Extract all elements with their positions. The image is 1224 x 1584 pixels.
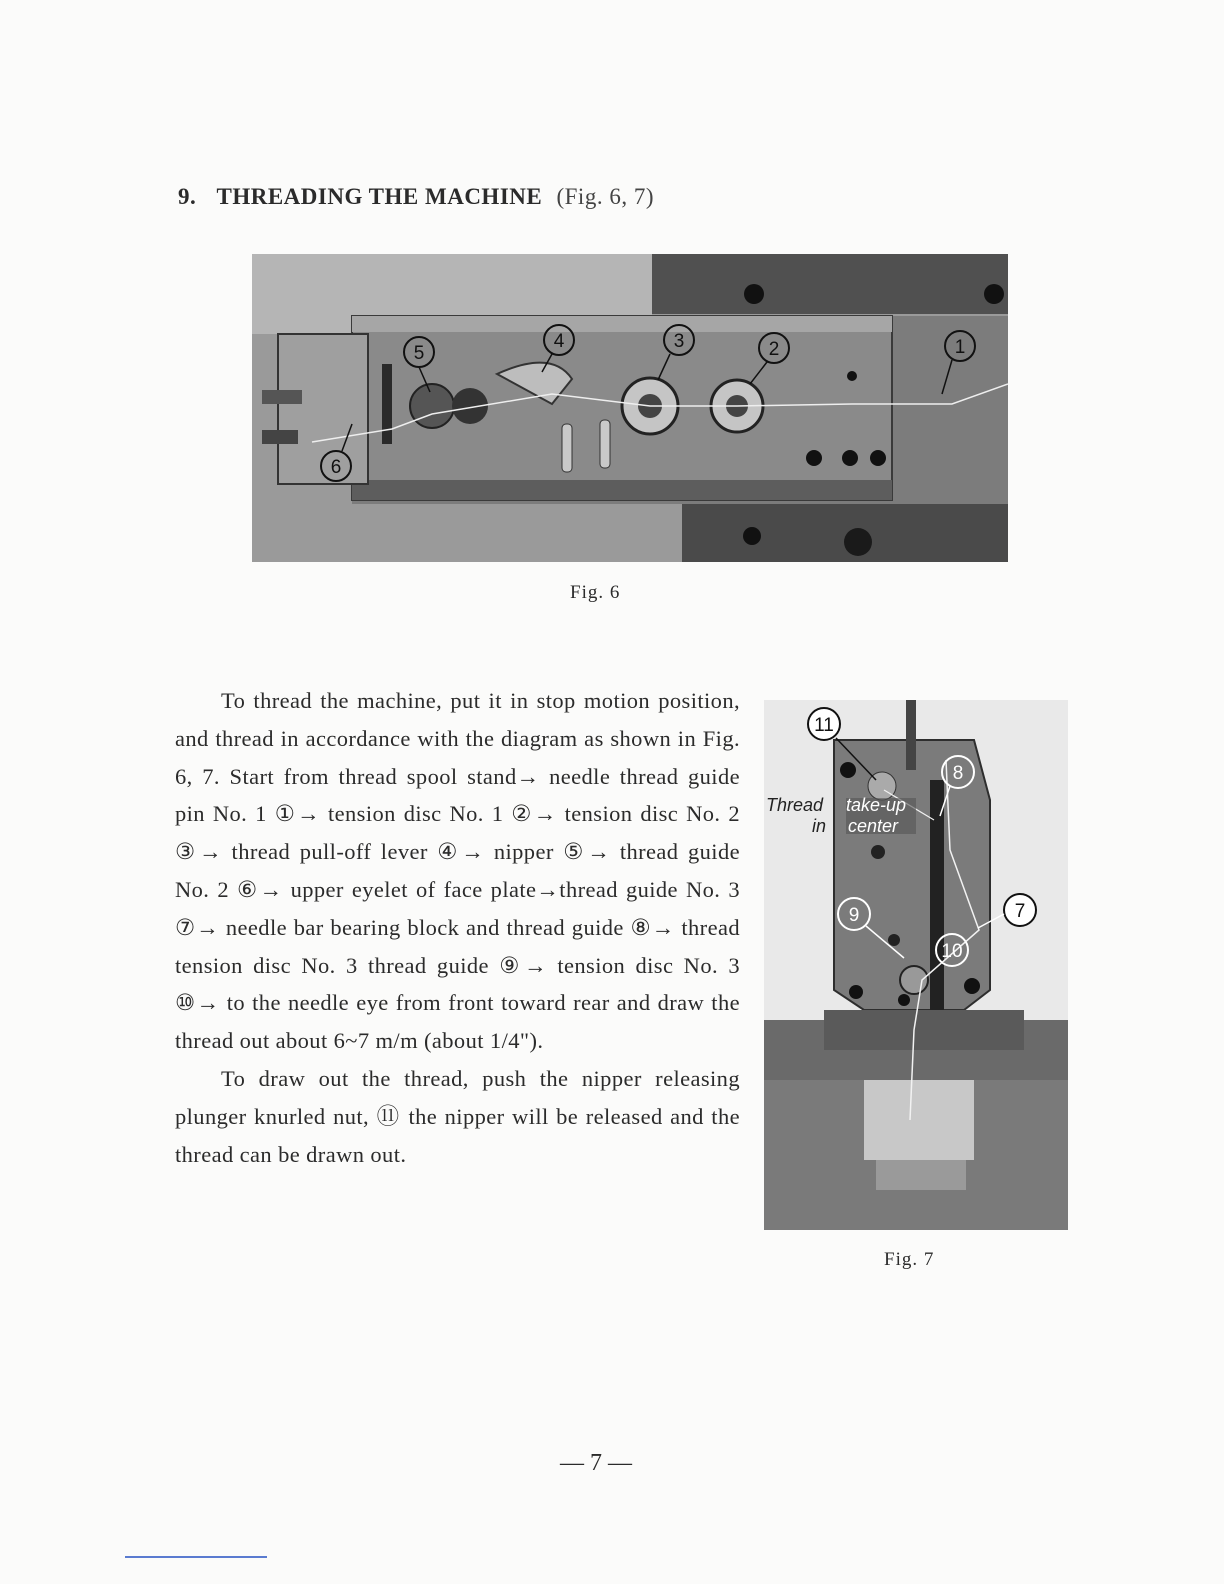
section-heading [178, 184, 654, 210]
annotation-in: in [812, 816, 827, 836]
paragraph-2: To draw out the thread, push the nipper releasing plunger knurled nut, ⑪ the nipper will be released and the thread can be drawn out. [175, 1065, 740, 1167]
section-title: THREADING THE MACHINE [216, 184, 543, 209]
section-number: 9. [178, 184, 197, 209]
annotation-take-up: take-up [846, 795, 907, 815]
figure-7-photo [764, 700, 1068, 1230]
callout-9: 9 [848, 905, 860, 926]
callout-3: 3 [673, 331, 685, 352]
callout-2: 2 [768, 339, 780, 360]
callout-6: 6 [330, 457, 342, 478]
callout-8: 8 [952, 763, 964, 784]
figure-7-caption: Fig. 7 [884, 1249, 935, 1270]
footer-rule [125, 1556, 267, 1558]
figure-6-photo [252, 254, 1008, 562]
callout-4: 4 [553, 331, 565, 352]
annotation-thread: Thread [766, 795, 824, 815]
callout-11: 11 [814, 715, 834, 736]
paragraph-1: To thread the machine, put it in stop motion position, and thread in accordance with the diagram as shown in Fig. 6, 7. Start from thread spool stand→ needle thread guide pin No. 1 ①→ tension disc No. 1 ②→ tension disc No. 2 ③→ thread pull-off lever ④→ nipper ⑤→ thread guide No. 2 ⑥→ upper eyelet of face plate→thread guide No. 3 ⑦→ needle bar bearing block and thread guide ⑧→ thread tension disc No. 3 thread guide ⑨→ tension disc No. 3 ⑩→ to the needle eye from front toward rear and draw the thread out about 6~7 m/m (about 1/4"). [175, 688, 740, 1054]
figure-6-caption: Fig. 6 [570, 582, 621, 603]
callout-7: 7 [1014, 901, 1026, 922]
section-figure-ref: (Fig. 6, 7) [556, 184, 654, 209]
annotation-center: center [848, 816, 899, 836]
page-number: — 7 — [560, 1450, 632, 1476]
callout-5: 5 [413, 343, 425, 364]
callout-10: 10 [941, 941, 963, 962]
callout-1: 1 [954, 337, 966, 358]
body-text [175, 682, 740, 1173]
